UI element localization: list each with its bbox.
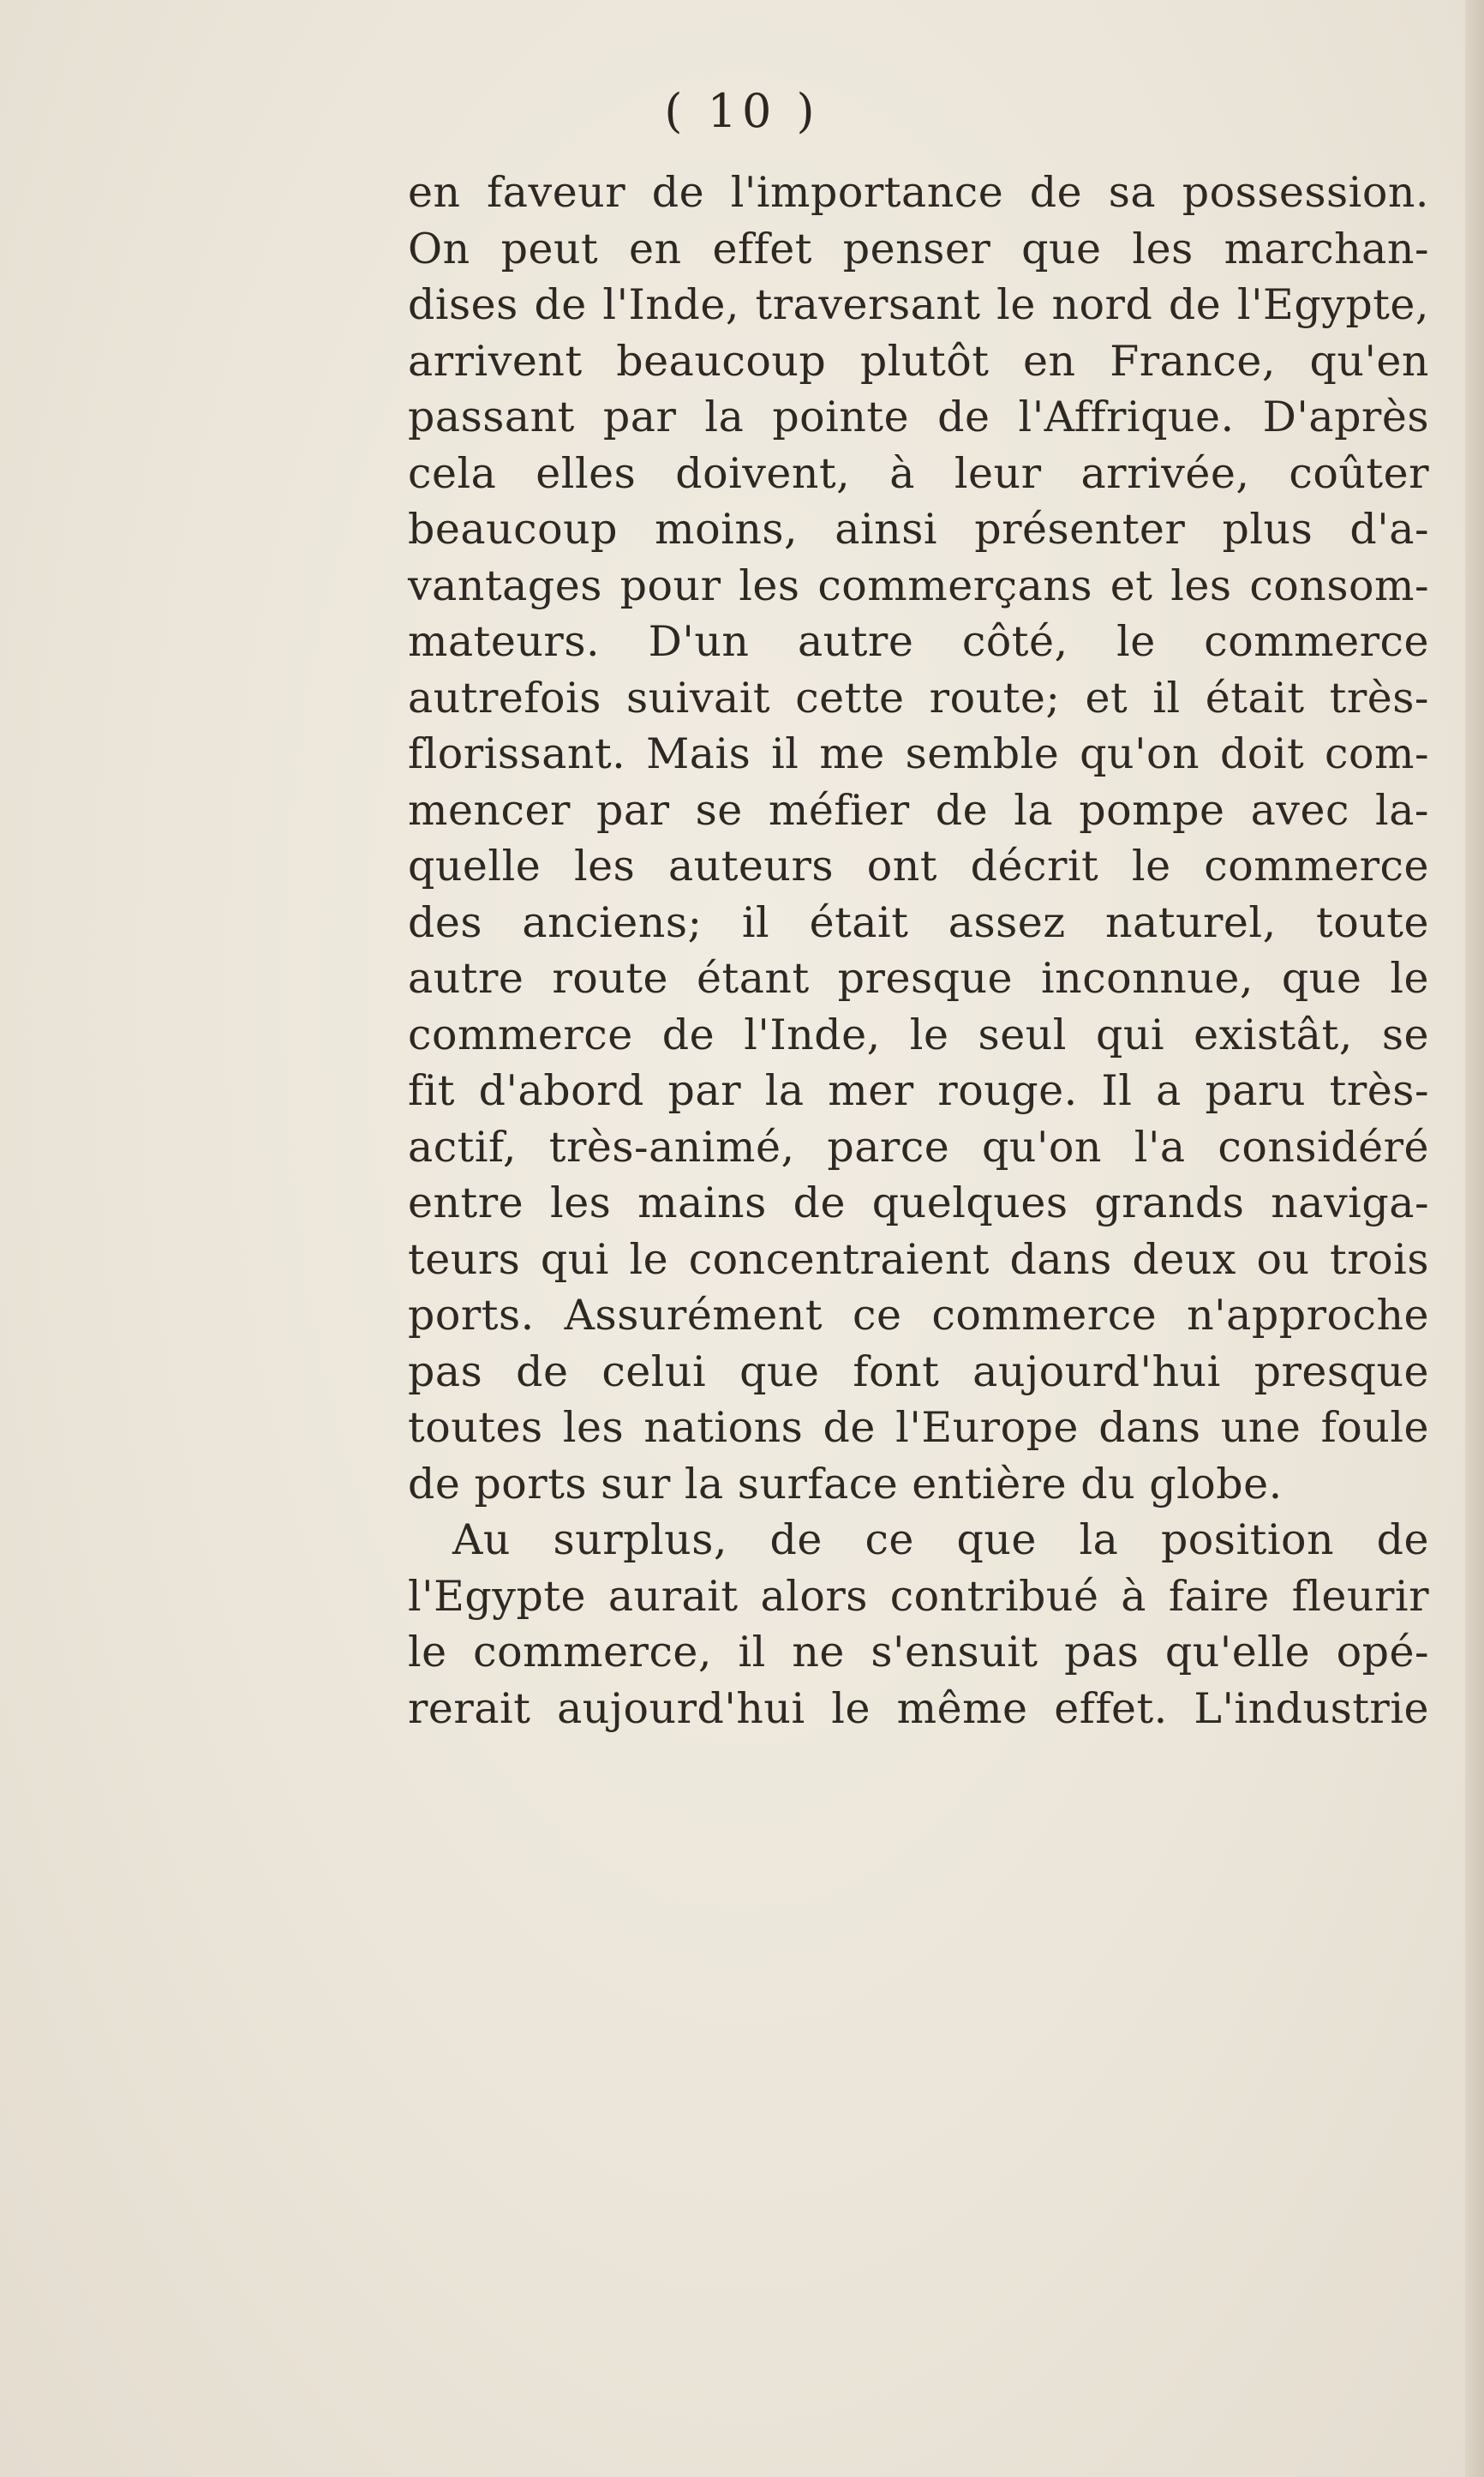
text-line: mencer par se méfier de la pompe avec la- <box>408 785 1429 835</box>
text-line: l'Egypte aurait alors contribué à faire fleurir <box>408 1571 1429 1621</box>
text-line: pas de celui que font aujourd'hui presque <box>408 1346 1429 1396</box>
text-line: commerce de l'Inde, le seul qui existât, se <box>408 1010 1429 1059</box>
text-line: Au surplus, de ce que la position de <box>452 1515 1429 1564</box>
text-line: ports. Assurément ce commerce n'approche <box>408 1291 1429 1340</box>
text-line: autrefois suivait cette route; et il était très- <box>408 673 1429 723</box>
text-line: le commerce, il ne s'ensuit pas qu'elle opé- <box>408 1628 1429 1676</box>
text-line: des anciens; il était assez naturel, toute <box>408 897 1429 947</box>
text-line: teurs qui le concentraient dans deux ou trois <box>408 1234 1429 1284</box>
text-line: cela elles doivent, à leur arrivée, coûter <box>408 448 1429 498</box>
text-line: fit d'abord par la mer rouge. Il a paru très- <box>408 1066 1429 1115</box>
text-line: quelle les auteurs ont décrit le commerce <box>408 842 1429 891</box>
text-line: passant par la pointe de l'Affrique. D'après <box>408 393 1429 441</box>
text-line: dises de l'Inde, traversant le nord de l'Egypte, <box>408 280 1429 329</box>
body-text <box>408 165 1429 1736</box>
page-number: ( 10 ) <box>664 84 820 138</box>
text-line: florissant. Mais il me semble qu'on doit com- <box>408 729 1429 778</box>
text-line: autre route étant presque inconnue, que le <box>408 954 1429 1003</box>
text-line: toutes les nations de l'Europe dans une foule <box>408 1403 1429 1452</box>
text-line: rerait aujourd'hui le même effet. L'industrie <box>408 1683 1429 1733</box>
text-line: beaucoup moins, ainsi présenter plus d'a- <box>408 505 1429 554</box>
text-line: de ports sur la surface entière du globe. <box>408 1459 1283 1508</box>
text-line: vantages pour les commerçans et les consom- <box>408 561 1429 610</box>
page-edge-shadow <box>1465 0 1484 2477</box>
text-line: arrivent beaucoup plutôt en France, qu'en <box>408 336 1429 386</box>
text-line: actif, très-animé, parce qu'on l'a considéré <box>408 1122 1429 1172</box>
text-line: On peut en effet penser que les marchan- <box>408 224 1429 273</box>
text-line: entre les mains de quelques grands naviga- <box>408 1179 1429 1227</box>
text-line: mateurs. D'un autre côté, le commerce <box>408 617 1429 666</box>
text-line: en faveur de l'importance de sa possession. <box>408 168 1429 217</box>
